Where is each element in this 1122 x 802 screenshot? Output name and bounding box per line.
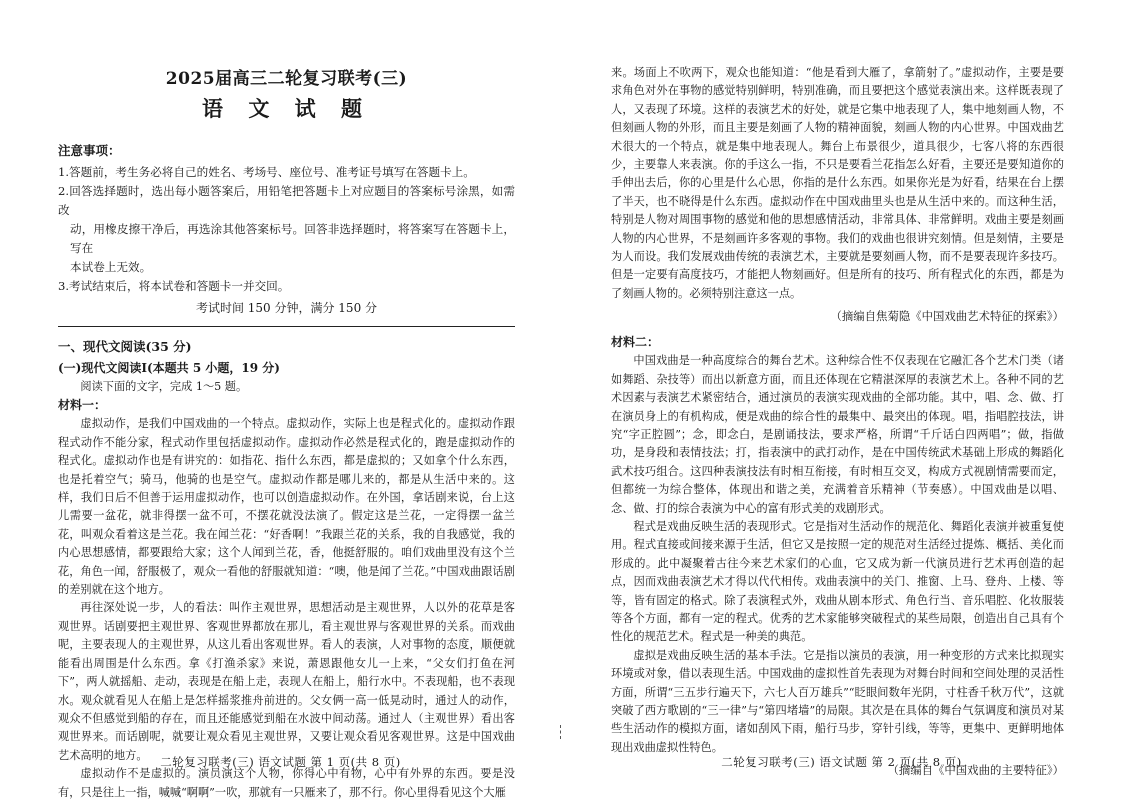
material-paragraph: 虚拟动作不是虚拟的。演员演这个人物，你得心中有物，心中有外界的东西。要是没有，只是往上一指，喊喊“啊啊”一吹，那就有一只雁来了，那不行。你心里得看见这个大雁 (58, 767, 515, 799)
material-paragraph: 程式是戏曲反映生活的表现形式。它是指对生活动作的规范化、舞蹈化表演并被重复使用。程式直接或间接来源于生活，但它又是按照一定的规范对生活经过提炼、概括、美化而形成的。此中凝聚着古往今来艺术家们的心血，它又成为新一代演员进行艺术再创造的起点，因而戏曲表演艺术才得以代代相传。戏曲表演中的关门、推窗、上马、登舟、上楼、等等，皆有固定的格式。除了表演程式外，戏曲从剧本形式、角色行当、音乐唱腔、化妆服装等各个方面，都有一定的程式。优秀的艺术家能够突破程式的某些局限，创造出自己具有个性化的规范艺术。程式是一种美的典范。 (611, 519, 1064, 644)
material-paragraph: 虚拟是戏曲反映生活的基本手法。它是指以演员的表演，用一种变形的方式来比拟现实环境或对象，借以表现生活。中国戏曲的虚拟性首先表现为对舞台时间和空间处理的灵活性方面，所谓“三五步行遍天下，六七人百万雄兵”“眨眼间数年光阴，寸柱香千秋万代”，这就突破了西方歌剧的“三一律”与“第四堵墙”的局限。其次是在具体的舞台气氛调度和演员对某些生活动作的模拟方面，诸如刮风下雨，船行马步，穿针引线，等等，更集中、更鲜明地体现出戏曲虚拟性特色。 (611, 648, 1064, 754)
exam-time: 考试时间 150 分钟，满分 150 分 (195, 301, 378, 315)
source-citation: （摘编自《中国戏曲的主要特征》） (887, 763, 1064, 778)
page-left (0, 0, 561, 799)
divider (58, 326, 515, 327)
section-heading: 一、现代文阅读(35 分) (58, 339, 192, 354)
sub-section-heading: (一)现代文阅读Ⅰ(本题共 5 小题，19 分) (58, 361, 280, 375)
subject-title: 语 文 试 题 (202, 96, 371, 121)
material-paragraph: 再往深处说一步，人的看法：叫作主观世界，思想活动是主观世界，人以外的花草是客观世界。话剧要把主观世界、客观世界都放在那儿，看主观世界与客观世界的关系。而戏曲呢，主要表现人的主观世界，从这儿看出客观世界。看人的表演，人对事物的态度，顺便就能看出周围是什么东西。拿《打渔杀家》来说，萧恩跟他女儿一上来，“父女们打鱼在河下”，两人就摇船、走动，表现是在船上走，表现人在船上，船行水中。不表现船，也不表现水。观众就看见人在船上是怎样摇浆推舟前进的。父女俩一高一低晃动时，通过人的动作，观众不但感觉到船的存在，而且还能感觉到船在水波中间动荡。通过人（主观世界）看出客观世界来。而话剧呢，就要让观众看见主观世界，又要让观众看见客观世界。这是中国戏曲艺术高明的地方。 (58, 601, 515, 762)
material-paragraph: 来。场面上不吹两下，观众也能知道：“他是看到大雁了，拿箭射了。”虚拟动作，主要是要求角色对外在事物的感觉特别鲜明，特别准确，而且要把这个感觉表演出来。这样既表现了人，又表现了环境。这样的表演艺术的好处，就是它集中地表现了人，集中地刻画人物，不但刻画人物的外形，而且主要是刻画了人物的精神面貌，刻画人物的内心世界。中国戏曲艺术很大的一个特点，就是集中地表现人。舞台上布景很少，道具很少，七客八将的东西很少，主要靠人来表演。你的手这么一指，不只是要看兰花指怎么好看，主要还是要知道你的手伸出去后，你的心里是什么心思，你指的是什么东西。如果你光是为好看，结果在台上摆了半天，也不晓得是什么东西。虚拟动作在中国戏曲里头也是从生活中来的。而这种生活，特别是人物对周围事物的感觉和他的思想感情活动，非常具体、非常鲜明。戏曲主要是刻画人物的内心世界，不是刻画许多客观的事物。我们的戏曲也很讲究刻情。但是刻情，主要是为人而设。我们发展戏曲传统的表演艺术，主要就是要刻画人物，而不是要表现许多技巧。但是一定要有高度技巧，才能把人物刻画好。但是所有的技巧、所有程式化的东西，都是为了刻画人物的。必须特别注意这一点。 (611, 66, 1064, 300)
notice-item: 2.回答选择题时，选出每小题答案后，用铅笔把答题卡上对应题目的答案标号涂黑，如需改 (58, 184, 515, 217)
notice-item: 本试卷上无效。 (70, 260, 152, 274)
page-right (561, 0, 1122, 794)
notice-item: 动，用橡皮擦干净后，再选涂其他答案标号。回答非选择题时，将答案写在答题卡上，写在 (70, 222, 515, 255)
notice-item: 3.考试结束后，将本试卷和答题卡一并交回。 (58, 279, 290, 293)
exam-title: 2025届高三二轮复习联考(三) (165, 69, 408, 89)
material-paragraph: 中国戏曲是一种高度综合的舞台艺术。这种综合性不仅表现在它融汇各个艺术门类（诸如舞蹈、杂技等）而出以新意方面，而且还体现在它精湛深厚的表演艺术上。各种不同的艺术因素与表演艺术紧密结合，通过演员的表演实现戏曲的全部功能。其中，唱、念、做、打在演员身上的有机构成，便是戏曲的综合性的最集中、最突出的体现。唱，指唱腔技法，讲究“字正腔圆”；念，即念白，是剧诵技法，要求严格，所谓“千斤话白四两唱”；做，指做功，是身段和表情技法；打，指表演中的武打动作，是在中国传统武术基础上形成的舞蹈化武术技巧组合。这四种表演技法有时相互衔接，有时相互交叉，构成方式视剧情需要而定，但都统一为综合整体，体现出和谐之美，充满着音乐精神（节奏感）。中国戏曲是以唱、念、做、打的综合表演为中心的富有形式美的戏剧形式。 (611, 354, 1064, 515)
reading-instruction: 阅读下面的文字，完成 1～5 题。 (80, 380, 248, 393)
notice-heading: 注意事项： (58, 143, 121, 158)
notice-block (58, 141, 515, 316)
material-2-label: 材料二： (611, 335, 660, 350)
source-citation: （摘编自焦菊隐《中国戏曲艺术特征的探索》） (830, 309, 1064, 324)
material-1-label: 材料一： (58, 398, 107, 413)
material-paragraph: 虚拟动作，是我们中国戏曲的一个特点。虚拟动作，实际上也是程式化的。虚拟动作跟程式动作不能分家，程式动作里包括虚拟动作。虚拟动作必然是程式化的，跑是虚拟动作的程式化。虚拟动作也是有讲究的：如指花、指什么东西，都是虚拟的；又如拿个什么东西，也是托着空气；骑马，他骑的也是空气。虚拟动作都是哪儿来的，都是从生活中来的。这样，我们日后不但善于运用虚拟动作，也可以创造虚拟动作。在外国，拿话剧来说，台上这儿需要一盆花，就非得摆一盆不可，不摆花就没法演了。假定这是兰花，一定得摆一盆兰花，叫观众看着这是兰花。我在闻兰花：“好香啊！”我跟兰花的关系，我的自我感觉，我的内心思想感情，都要跟给大家；这个人闻到兰花，香，他挺舒服的。咱们戏曲里没有这个兰花，角色一闻，舒服极了，观众一看他的舒服就知道：“噢，他是闻了兰花。”中国戏曲跟话剧的差别就在这个地方。 (58, 417, 515, 597)
page-footer-left: 二轮复习联考(三) 语文试题 第 1 页(共 8 页) (160, 755, 401, 769)
notice-item: 1.答题前，考生务必将自己的姓名、考场号、座位号、准考证号填写在答题卡上。 (58, 165, 475, 179)
page-footer-right: 二轮复习联考(三) 语文试题 第 2 页(共 8 页) (721, 755, 962, 769)
